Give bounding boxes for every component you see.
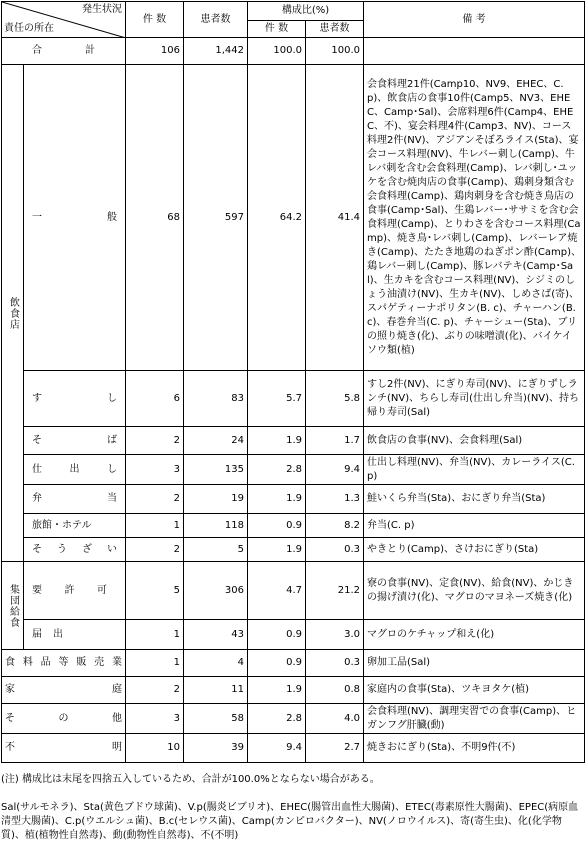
cell-patients: 39 [184,734,248,763]
group-restaurant: 飲食店 [2,65,24,562]
row-label-char: 可 [97,584,107,596]
row-label-char: 弁 [32,493,42,504]
cell-ratio-count: 1.9 [248,538,306,562]
cell-count: 6 [126,371,184,427]
table-row [2,538,585,562]
food-poisoning-table [1,1,585,763]
cell-ratio-count: 1.9 [248,427,306,455]
row-label [26,584,123,598]
cell-note: 弁当(C. p) [364,514,585,538]
cell-ratio-count: 0.9 [248,620,306,650]
cell-ratio-count: 100.0 [248,38,306,65]
cell-patients: 11 [184,677,248,704]
cell-ratio-patients: 2.7 [306,734,364,763]
header-count: 件 数 [126,2,184,38]
cell-ratio-count: 2.8 [248,455,306,485]
cell-patients: 83 [184,371,248,427]
cell-count: 2 [126,677,184,704]
cell-ratio-count: 0.9 [248,650,306,677]
table-row [2,704,585,734]
row-label-char: 等 [58,657,69,668]
header-ratio: 構成比(%) [248,2,364,21]
cell-ratio-patients: 21.2 [306,562,364,620]
cell-patients: 5 [184,538,248,562]
row-label [4,656,123,670]
table-row [2,620,585,650]
header-patients: 患者数 [184,2,248,38]
cell-ratio-patients: 3.0 [306,620,364,650]
cell-patients: 4 [184,650,248,677]
row-label-char: そ [32,543,42,555]
cell-patients: 306 [184,562,248,620]
row-label-char: 合 [32,45,42,56]
cell-patients: 118 [184,514,248,538]
table-row [2,650,585,677]
cell-patients: 43 [184,620,248,650]
abbreviation-legend: Sal(サルモネラ)、Sta(黄色ブドウ球菌)、V.p(腸炎ビブリオ)、EHEC(腸管出血性大腸菌)、ETEC(毒素原性大腸菌)、EPEC(病原血清型大腸菌)、C.p(ウエルシュ菌)、B.c(セレウス菌)、Camp(カンピロバクター)、NV(ノロウイルス)、寄(寄生虫)、化(化学物質)、植(植物性自然毒)、動(動物性自然毒)、不(不明) [1,802,579,841]
cell-patients: 19 [184,485,248,514]
cell-note: やきとり(Camp)、さけおにぎり(Sta) [364,538,585,562]
cell-count: 2 [126,538,184,562]
row-label [26,211,123,225]
row-label-char: そ [5,712,15,724]
cell-note: 卵加工品(Sal) [364,650,585,677]
table-row [2,427,585,455]
cell-ratio-count: 9.4 [248,734,306,763]
row-label-char: す [32,392,42,404]
row-label-char: 売 [94,657,105,668]
row-label-char: 家 [5,684,15,695]
table-row [2,485,585,514]
cell-patients: 1,442 [184,38,248,65]
row-label [4,741,123,755]
row-label-char: 販 [76,657,87,668]
table-row [2,677,585,704]
cell-note: すし2件(NV)、にぎり寿司(NV)、にぎりずしランチ(NV)、ちらし寿司(仕出し弁当)(NV)、持ち帰り寿司(Sal) [364,371,585,427]
cell-ratio-count: 5.7 [248,371,306,427]
table-row-total [2,38,585,65]
row-label-char: そ [32,434,42,446]
group-meal-service: 集団給食 [2,562,24,650]
header-notes: 備 考 [364,2,585,38]
cell-count: 1 [126,514,184,538]
cell-note: マグロのケチャップ和え(化) [364,620,585,650]
header-occurrence: 発生状況 [82,4,122,15]
row-label [26,543,123,557]
row-label-char: 仕 [32,463,42,475]
row-label-char: 不 [5,742,15,753]
row-label-char: 届 [32,628,42,640]
row-label-char: 業 [111,657,122,668]
row-label-char: い [107,543,117,555]
cell-patients: 597 [184,65,248,371]
cell-count: 1 [126,620,184,650]
cell-ratio-patients: 100.0 [306,38,364,65]
table-row [2,65,585,371]
cell-ratio-patients: 1.7 [306,427,364,455]
row-label-char: う [57,543,67,555]
cell-patients: 58 [184,704,248,734]
row-label-char: 出 [69,463,80,475]
cell-note: 仕出し料理(NV)、弁当(NV)、カレーライス(C. p) [364,455,585,485]
cell-ratio-patients: 8.2 [306,514,364,538]
cell-ratio-patients: 0.8 [306,677,364,704]
cell-count: 3 [126,704,184,734]
cell-note: 会食料理(NV)、調理実習での食事(Camp)、ヒガンフグ肝臓(動) [364,704,585,734]
row-label [4,683,123,697]
header-ratio-patients: 患者数 [306,21,364,38]
row-label-char: 要 [32,584,42,596]
row-label-char: 庭 [112,684,122,695]
row-label-char: 一 [32,211,42,223]
cell-note [364,38,585,65]
row-label-char: 計 [85,45,95,56]
footnote: (注) 構成比は末尾を四捨五入しているため、合計が100.0%とならない場合がある。 [1,774,380,785]
cell-ratio-patients: 4.0 [306,704,364,734]
cell-note: 寮の食事(NV)、定食(NV)、給食(NV)、かじきの揚げ漬け(化)、マグロのマヨネーズ焼き(化) [364,562,585,620]
header-responsibility: 責任の所在 [4,23,54,34]
row-label [26,392,123,406]
row-label-char: 料 [22,657,33,668]
cell-ratio-patients: 1.3 [306,485,364,514]
row-label [4,712,123,726]
row-label-char: し [107,463,117,475]
row-label-char: 出 [53,628,63,640]
row-label [26,628,123,642]
row-label-char: 他 [112,712,122,724]
row-label [4,44,123,58]
table-row [2,562,585,620]
cell-count: 2 [126,485,184,514]
row-label-char: し [107,392,117,404]
cell-count: 10 [126,734,184,763]
cell-ratio-count: 4.7 [248,562,306,620]
row-label-char: の [58,712,69,724]
cell-count: 3 [126,455,184,485]
cell-ratio-count: 64.2 [248,65,306,371]
table-row [2,371,585,427]
cell-ratio-count: 2.8 [248,704,306,734]
cell-ratio-count: 0.9 [248,514,306,538]
cell-count: 106 [126,38,184,65]
cell-ratio-count: 1.9 [248,485,306,514]
row-label-char: ば [107,434,117,446]
row-label [26,492,123,506]
row-label-char: ざ [82,543,92,555]
cell-ratio-count: 1.9 [248,677,306,704]
row-label-char: 当 [107,493,117,504]
cell-count: 2 [126,427,184,455]
cell-count: 1 [126,650,184,677]
cell-count: 5 [126,562,184,620]
cell-note: 会食料理21件(Camp10、NV9、EHEC、C. p)、飲食店の食事10件(Camp5、NV3、EHEC、Camp･Sal)、会席料理6件(Camp4、EHEC、不)、宴会料理4件(Camp3、NV)、コース料理2件(NV)、アジアンそぼろライス(Sta)、宴会コース料理(NV)、牛レバー刺し(Camp)、牛レバ刺を含む会食料理(Camp)、レバ刺し･ユッケを含む焼肉店の食事(Camp)、鶏刺身類含む会食料理(Camp)、鶏肉刺身を含む焼き鳥店の食事(Camp･Sal)、生鶏レバー･ササミを含む会食料理(Camp)、とりわさを含むコース料理(Camp)、焼き鳥･レバ刺し(Camp)、レバーレア焼き(Camp)、たたき地鶏のねぎポン酢(Camp)、鶏レバー刺し(Camp)、豚レバテキ(Camp･Sal)、生カキを含むコース料理(NV)、シジミのしょう油漬け(NV)、生カキ(NV)、しめさば(寄)、スパゲティーナポリタン(B. c)、チャーハン(B. c)、春巻弁当(C. p)、チャーシュー(Sta)、ブリの照り焼き(化)、ぶりの味噌漬(化)、バイケイソウ類(植) [364,65,585,371]
cell-patients: 24 [184,427,248,455]
cell-ratio-patients: 41.4 [306,65,364,371]
header-ratio-count: 件 数 [248,21,306,38]
row-label [26,519,123,533]
table-row [2,734,585,763]
cell-note: 鮭いくら弁当(Sta)、おにぎり弁当(Sta) [364,485,585,514]
table-row [2,455,585,485]
cell-count: 68 [126,65,184,371]
cell-note: 飲食店の食事(NV)、会食料理(Sal) [364,427,585,455]
row-label-char: 許 [64,584,75,596]
row-label [26,463,123,477]
row-label-char: 食 [5,657,15,668]
row-label-char: 般 [107,211,117,223]
row-label-char: 旅館・ホテル [32,519,92,531]
cell-patients: 135 [184,455,248,485]
row-label [26,434,123,448]
row-label-char: 明 [112,742,122,753]
cell-note: 焼きおにぎり(Sta)、不明9件(不) [364,734,585,763]
diagonal-header-cell [2,2,126,38]
cell-ratio-patients: 9.4 [306,455,364,485]
cell-ratio-patients: 0.3 [306,538,364,562]
cell-ratio-patients: 5.8 [306,371,364,427]
cell-note: 家庭内の食事(Sta)、ツキヨタケ(植) [364,677,585,704]
cell-ratio-patients: 0.3 [306,650,364,677]
table-row [2,514,585,538]
row-label-char: 品 [40,657,51,668]
